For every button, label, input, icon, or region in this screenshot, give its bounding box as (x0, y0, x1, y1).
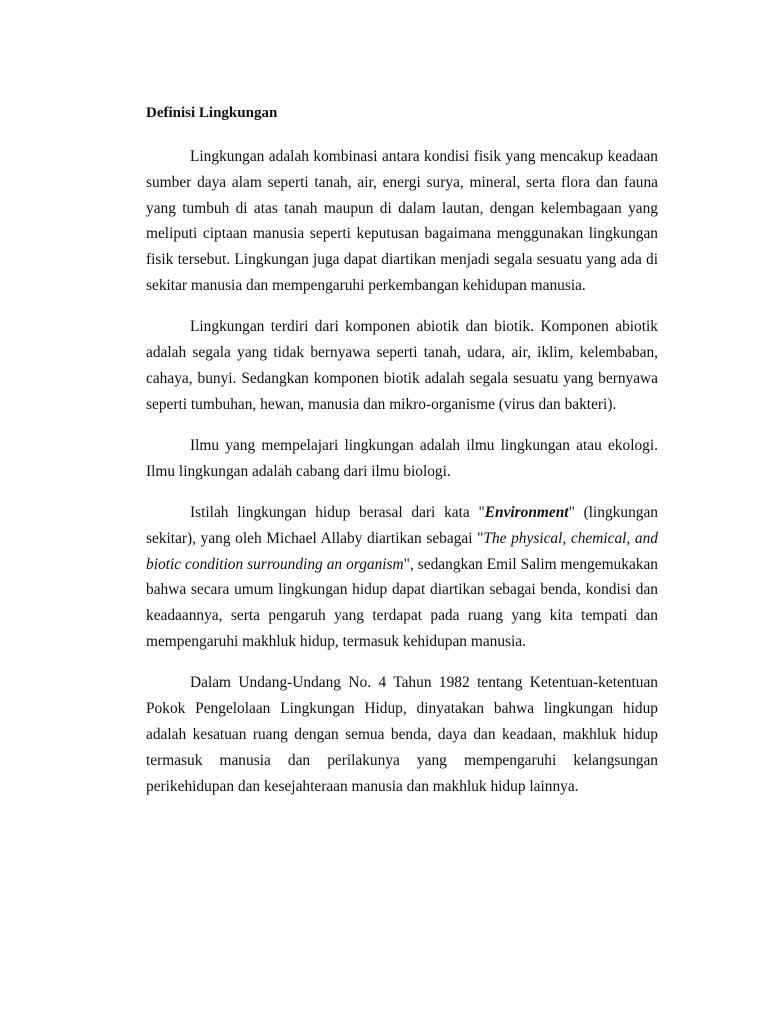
paragraph-definition: Lingkungan adalah kombinasi antara kondisi fisik yang mencakup keadaan sumber daya alam seperti tanah, air, energi surya, mineral, serta flora dan fauna yang tumbuh di atas tanah maupun di dalam lautan, dengan kelembagaan yang meliputi ciptaan manusia seperti keputusan bagaimana menggunakan lingkungan fisik tersebut. Lingkungan juga dapat diartikan menjadi segala sesuatu yang ada di sekitar manusia dan mempengaruhi perkembangan kehidupan manusia. (146, 148, 658, 294)
paragraph-ecology: Ilmu yang mempelajari lingkungan adalah ilmu lingkungan atau ekologi. Ilmu lingkungan adalah cabang dari ilmu biologi. (146, 436, 658, 480)
paragraph-law: Dalam Undang-Undang No. 4 Tahun 1982 tentang Ketentuan-ketentuan Pokok Pengelolaan Lingkungan Hidup, dinyatakan bahwa lingkungan hidup adalah kesatuan ruang dengan semua benda, daya dan keadaan, makhluk hidup termasuk manusia dan perilakunya yang mempengaruhi kelangsungan perikehidupan dan kesejahteraan manusia dan makhluk hidup lainnya. (146, 674, 658, 795)
quote-allaby: The physical, chemical, and biotic condition surrounding an organism (146, 529, 658, 573)
document-title: Definisi Lingkungan (146, 105, 278, 121)
paragraph-text-segment: ", sedangkan Emil Salim mengemukakan bahwa secara umum lingkungan hidup dapat diartikan sebagai benda, kondisi dan keadaannya, serta pengaruh yang terdapat pada ruang yang kita tempati dan mempengaruhi makhluk hidup, termasuk kehidupan manusia. (146, 555, 658, 651)
term-environment: Environment (484, 504, 569, 522)
paragraph-text-segment: " (lingkungan sekitar), yang oleh Michael Allaby diartikan sebagai " (146, 504, 658, 547)
paragraph-components: Lingkungan terdiri dari komponen abiotik dan biotik. Komponen abiotik adalah segala yang tidak bernyawa seperti tanah, udara, air, iklim, kelembaban, cahaya, bunyi. Sedangkan komponen biotik adalah segala sesuatu yang bernyawa seperti tumbuhan, hewan, manusia dan mikro-organisme (virus dan bakteri). (146, 318, 658, 413)
document-body (146, 144, 658, 799)
paragraph-environment-term (146, 500, 658, 655)
paragraph-text-segment: Istilah lingkungan hidup berasal dari kata " (190, 504, 485, 522)
